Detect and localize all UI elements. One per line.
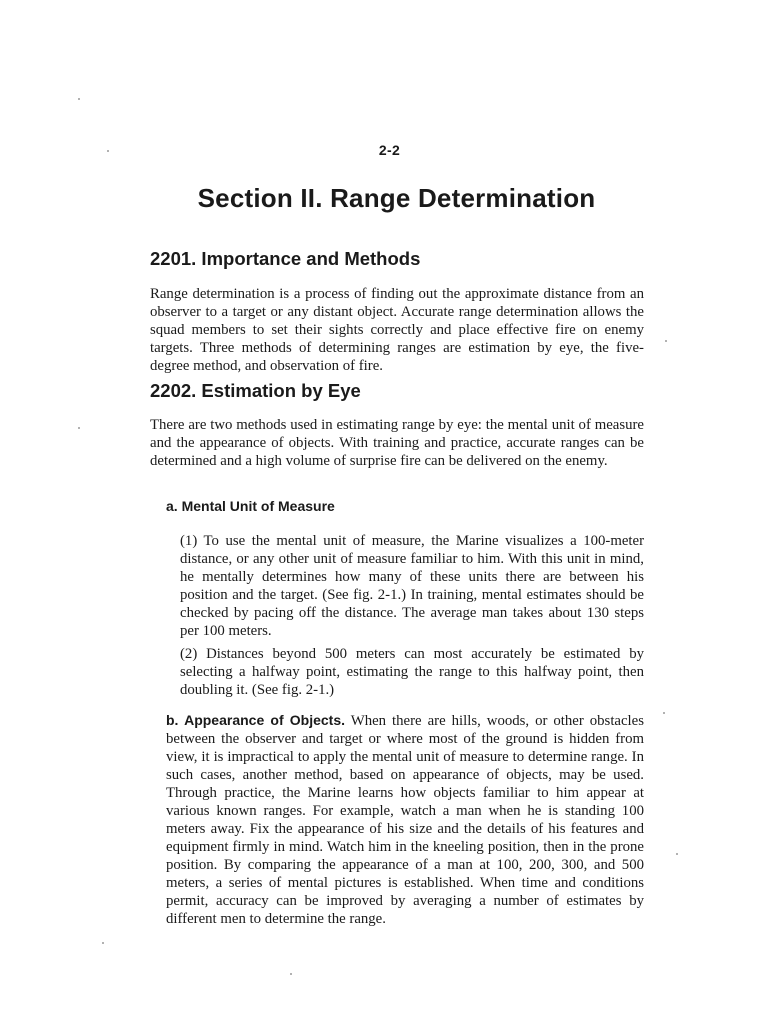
- section-title: Section II. Range Determination: [197, 183, 596, 213]
- heading-2202: 2202. Estimation by Eye: [150, 380, 361, 401]
- scan-speck: [665, 340, 667, 342]
- scan-speck: [290, 973, 292, 975]
- scan-speck: [663, 712, 665, 714]
- scan-speck: [78, 98, 80, 100]
- scan-speck: [102, 942, 104, 944]
- heading-2201: 2201. Importance and Methods: [150, 248, 421, 269]
- paragraph-estimation-by-eye: There are two methods used in estimating range by eye: the mental unit of measure and the appearance of objects. With training and practice, accurate ranges can be determined and a high volume of surprise fire can be delivered on the enemy.: [150, 417, 644, 469]
- paragraph-importance-methods: Range determination is a process of finding out the approximate distance from an observer to a target or any distant object. Accurate range determination allows the squad members to set their sights correctly and place effective fire on enemy targets. Three methods of determining ranges are estimation by eye, the five-degree method, and observation of fire.: [150, 286, 644, 374]
- scan-speck: [676, 853, 678, 855]
- paragraph-mental-unit-2: (2) Distances beyond 500 meters can most accurately be estimated by selecting a halfway point, estimating the range to this halfway point, then doubling it. (See fig. 2-1.): [180, 646, 644, 698]
- page-number: 2-2: [378, 142, 401, 158]
- appearance-of-objects-body: When there are hills, woods, or other obstacles between the observer and target or where most of the ground is hidden from view, it is impractical to apply the mental unit of measure to determine range. In such cases, another method, based on appearance of objects, may be used. Through practice, the Marine learns how objects familiar to him appear at various known ranges. For example, watch a man when he is standing 100 meters away. Fix the appearance of his size and the details of his features and equipment firmly in mind. Watch him in the kneeling position, then in the prone position. By comparing the appearance of a man at 100, 200, 300, and 500 meters, a series of mental pictures is established. When time and conditions permit, accuracy can be improved by averaging a number of estimates by different men to determine the range.: [166, 713, 644, 927]
- subheading-appearance-of-objects: b. Appearance of Objects.: [166, 712, 346, 728]
- scan-speck: [107, 150, 109, 152]
- scan-speck: [78, 427, 80, 429]
- paragraph-mental-unit-1: (1) To use the mental unit of measure, the Marine visualizes a 100-meter distance, or any other unit of measure familiar to him. With this unit in mind, he mentally determines how many of these units there are between his position and the target. (See fig. 2-1.) In training, mental estimates should be checked by pacing off the distance. The average man takes about 130 steps per 100 meters.: [180, 533, 644, 639]
- paragraph-appearance-of-objects: [166, 711, 644, 928]
- subheading-mental-unit: a. Mental Unit of Measure: [166, 498, 335, 514]
